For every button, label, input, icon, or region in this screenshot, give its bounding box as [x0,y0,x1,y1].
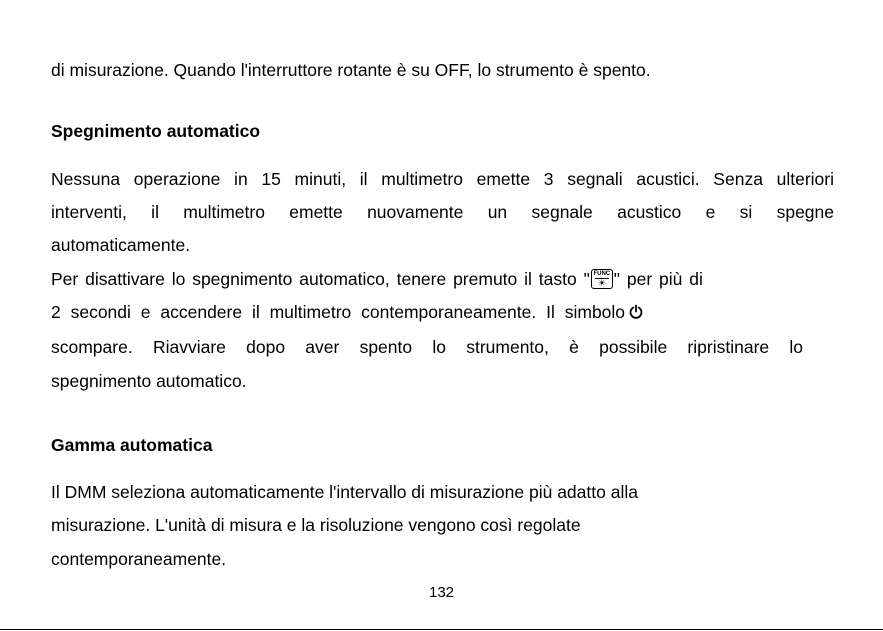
auto-off-p1-line1: Nessuna operazione in 15 minuti, il multimetro emette 3 segnali acustici. Senza ulteriori [51,169,834,189]
auto-range-line1: Il DMM seleziona automaticamente l'intervallo di misurazione più adatto alla [51,482,638,502]
auto-range-line3: contemporaneamente. [51,549,227,569]
section-heading-auto-off: Spegnimento automatico [51,121,261,141]
func-key-icon [591,269,613,289]
auto-off-p1-line3: automaticamente. [51,235,191,255]
backlight-icon: ☀ [597,278,606,288]
section-heading-auto-range: Gamma automatica [51,435,213,455]
auto-off-p2-line2-text: 2 secondi e accendere il multimetro contemporaneamente. Il simbolo [51,302,626,322]
intro-line: di misurazione. Quando l'interruttore rotante è su OFF, lo strumento è spento. [51,60,651,80]
bottom-rule [0,629,883,630]
power-icon [628,303,644,325]
auto-off-p2-line1 [51,268,703,290]
auto-off-p2-line1-text-b: " per più di [613,269,703,289]
auto-off-p2-line1-text-a: Per disattivare lo spegnimento automatico, tenere premuto il tasto " [51,269,590,289]
auto-range-line2: misurazione. L'unità di misura e la risoluzione vengono così regolate [51,515,581,535]
auto-off-p2-line4: spegnimento automatico. [51,371,247,391]
page-number: 132 [428,584,455,601]
func-key-label: FUNC [593,271,611,277]
auto-off-p2-line3: scompare. Riavviare dopo aver spento lo strumento, è possibile ripristinare lo [51,337,803,357]
auto-off-p2-line2 [51,301,644,325]
auto-off-p1-line2: interventi, il multimetro emette nuovamente un segnale acustico e si spegne [51,202,834,222]
